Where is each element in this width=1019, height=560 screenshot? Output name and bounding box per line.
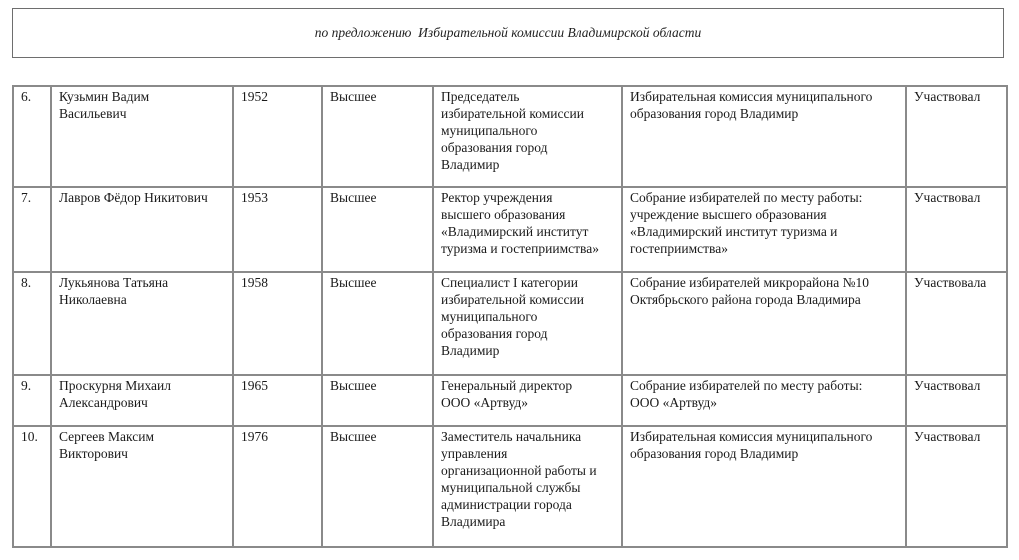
experience-cell: Участвовала — [906, 272, 1007, 375]
education-cell: Высшее — [322, 272, 433, 375]
row-number-cell: 9. — [13, 375, 51, 426]
nominated-by-cell: Избирательная комиссия муниципального образования город Владимир — [622, 426, 906, 547]
experience-cell: Участвовал — [906, 375, 1007, 426]
table-row — [13, 86, 1007, 187]
nominated-by-cell: Собрание избирателей по месту работы: учреждение высшего образования «Владимирский институт туризма и гостеприимства» — [622, 187, 906, 272]
birth-year-cell: 1958 — [233, 272, 322, 375]
full-name-cell: Кузьмин Вадим Васильевич — [51, 86, 233, 187]
table-row — [13, 375, 1007, 426]
full-name-cell: Сергеев Максим Викторович — [51, 426, 233, 547]
table-row — [13, 272, 1007, 375]
row-number-cell: 10. — [13, 426, 51, 547]
table-row — [13, 426, 1007, 547]
table-row — [13, 187, 1007, 272]
birth-year-cell: 1952 — [233, 86, 322, 187]
education-cell: Высшее — [322, 426, 433, 547]
nomination-header-text: по предложению Избирательной комиссии Владимирской области — [314, 25, 702, 40]
position-cell: Генеральный директор ООО «Артвуд» — [433, 375, 622, 426]
education-cell: Высшее — [322, 375, 433, 426]
position-cell: Специалист I категории избирательной комиссии муниципального образования город Владимир — [433, 272, 622, 375]
experience-cell: Участвовал — [906, 426, 1007, 547]
nominated-by-cell: Собрание избирателей по месту работы: ООО «Артвуд» — [622, 375, 906, 426]
candidates-table — [12, 85, 1008, 548]
birth-year-cell: 1965 — [233, 375, 322, 426]
birth-year-cell: 1976 — [233, 426, 322, 547]
nominated-by-cell: Избирательная комиссия муниципального образования город Владимир — [622, 86, 906, 187]
position-cell: Председатель избирательной комиссии муниципального образования город Владимир — [433, 86, 622, 187]
row-number-cell: 8. — [13, 272, 51, 375]
experience-cell: Участвовал — [906, 187, 1007, 272]
position-cell: Заместитель начальника управления организационной работы и муниципальной службы администрации города Владимира — [433, 426, 622, 547]
education-cell: Высшее — [322, 187, 433, 272]
full-name-cell: Лавров Фёдор Никитович — [51, 187, 233, 272]
row-number-cell: 6. — [13, 86, 51, 187]
nominated-by-cell: Собрание избирателей микрорайона №10 Октябрьского района города Владимира — [622, 272, 906, 375]
nomination-header-box — [12, 8, 1004, 58]
row-number-cell: 7. — [13, 187, 51, 272]
birth-year-cell: 1953 — [233, 187, 322, 272]
position-cell: Ректор учреждения высшего образования «Владимирский институт туризма и гостеприимства» — [433, 187, 622, 272]
full-name-cell: Проскурня Михаил Александрович — [51, 375, 233, 426]
experience-cell: Участвовал — [906, 86, 1007, 187]
education-cell: Высшее — [322, 86, 433, 187]
full-name-cell: Лукьянова Татьяна Николаевна — [51, 272, 233, 375]
